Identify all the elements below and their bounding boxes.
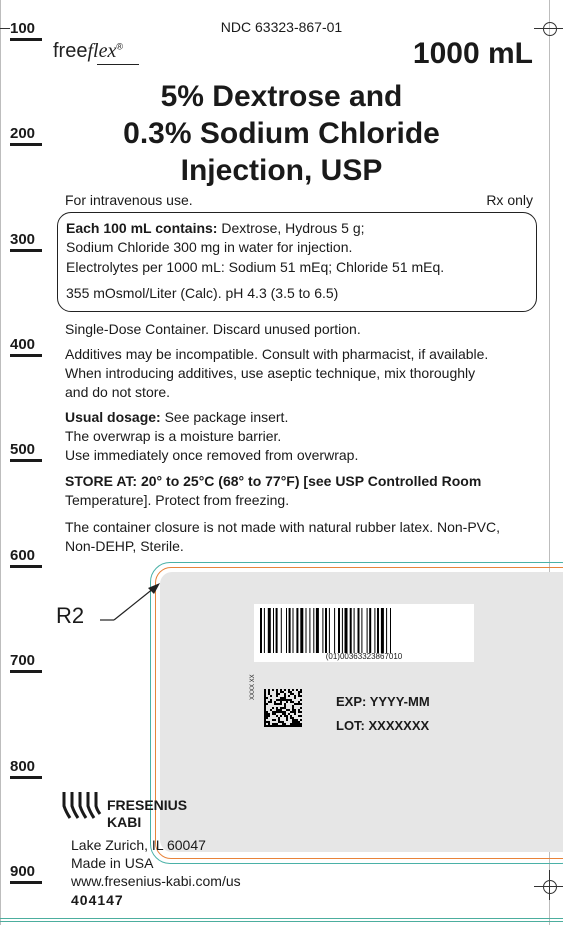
datamatrix-module — [300, 699, 302, 701]
datamatrix-module — [294, 709, 296, 711]
datamatrix-module — [290, 723, 292, 725]
ruler-mark-600: 600 — [10, 547, 42, 568]
barcode-bar — [367, 608, 368, 653]
datamatrix-module — [300, 723, 302, 725]
datamatrix-module — [270, 699, 272, 701]
datamatrix-module — [292, 707, 294, 709]
datamatrix-module — [280, 701, 282, 703]
datamatrix-module — [278, 703, 280, 705]
barcode-bar — [377, 608, 379, 653]
datamatrix-module — [274, 703, 276, 705]
datamatrix-module — [292, 705, 294, 707]
datamatrix-module — [298, 703, 300, 705]
datamatrix-module — [284, 693, 286, 695]
datamatrix-module — [286, 701, 288, 703]
datamatrix-module — [264, 691, 266, 693]
barcode-bar — [338, 608, 340, 653]
product-title — [0, 78, 563, 189]
datamatrix-module — [296, 723, 298, 725]
datamatrix-module — [278, 725, 280, 727]
datamatrix-module — [276, 695, 278, 697]
barcode-bar — [276, 608, 278, 653]
ruler-mark-700: 700 — [10, 652, 42, 673]
datamatrix-module — [288, 695, 290, 697]
datamatrix-module — [272, 723, 274, 725]
datamatrix-module — [276, 691, 278, 693]
closure-statement: The container closure is not made with natural rubber latex. Non-PVC, Non-DEHP, Sterile. — [65, 519, 500, 554]
barcode-bar — [322, 608, 323, 653]
datamatrix-module — [274, 723, 276, 725]
additives-warning: Additives may be incompatible. Consult with pharmacist, if available. When introducing additives, use aseptic technique, mix thoroughly and do not store. — [65, 346, 489, 400]
datamatrix-module — [282, 697, 284, 699]
barcode-bar — [316, 608, 319, 653]
ruler-mark-100: 100 — [10, 20, 42, 41]
datamatrix-module — [268, 725, 270, 727]
ruler-mark-200: 200 — [10, 125, 42, 146]
datamatrix-module — [264, 697, 266, 699]
barcode-bar — [268, 608, 271, 653]
datamatrix-module — [284, 699, 286, 701]
barcode-bar — [342, 608, 343, 653]
datamatrix-module — [282, 691, 284, 693]
datamatrix-module — [298, 693, 300, 695]
manufacturer-address: Lake Zurich, IL 60047 Made in USA www.fresenius-kabi.com/us — [71, 837, 241, 889]
datamatrix-module — [270, 701, 272, 703]
datamatrix-module — [300, 711, 302, 713]
datamatrix-module — [280, 691, 282, 693]
datamatrix-module — [300, 707, 302, 709]
ruler-mark-800: 800 — [10, 758, 42, 779]
single-dose-notice: Single-Dose Container. Discard unused portion. — [65, 321, 361, 337]
barcode-bar — [289, 608, 291, 653]
datamatrix-module — [288, 725, 290, 727]
datamatrix-label: XXXX XX — [250, 674, 256, 700]
datamatrix-module — [284, 725, 286, 727]
datamatrix-module — [294, 695, 296, 697]
barcode-bar — [281, 608, 282, 653]
datamatrix-module — [264, 707, 266, 709]
datamatrix-module — [292, 693, 294, 695]
datamatrix-module — [270, 695, 272, 697]
barcode-bar — [334, 608, 335, 653]
datamatrix-module — [294, 725, 296, 727]
ndc-number: NDC 63323-867-01 — [220, 19, 343, 35]
barcode-bar — [273, 608, 274, 653]
barcode-bar — [350, 608, 352, 653]
barcode-bar — [361, 608, 362, 653]
barcode-bar — [386, 608, 387, 653]
label-border-bottom-inner — [0, 921, 563, 922]
datamatrix-module — [276, 699, 278, 701]
datamatrix-module — [300, 703, 302, 705]
datamatrix-module — [268, 713, 270, 715]
datamatrix-module — [300, 689, 302, 691]
datamatrix-module — [264, 725, 266, 727]
datamatrix-module — [284, 695, 286, 697]
barcode-bar — [325, 608, 327, 653]
datamatrix-module — [286, 717, 288, 719]
datamatrix-module — [264, 713, 266, 715]
datamatrix-module — [264, 719, 266, 721]
datamatrix-module — [268, 723, 270, 725]
datamatrix-module — [286, 699, 288, 701]
datamatrix-module — [264, 723, 266, 725]
datamatrix-module — [292, 709, 294, 711]
datamatrix-module — [286, 725, 288, 727]
datamatrix-module — [294, 721, 296, 723]
datamatrix-module — [282, 721, 284, 723]
lot-number: LOT: XXXXXXX — [336, 718, 430, 733]
datamatrix-module — [288, 713, 290, 715]
datamatrix-module — [298, 715, 300, 717]
datamatrix-module — [268, 693, 270, 695]
gs1-barcode — [254, 604, 474, 662]
barcode-bar — [300, 608, 303, 653]
datamatrix-module — [270, 709, 272, 711]
datamatrix-module — [298, 725, 300, 727]
datamatrix-module — [290, 693, 292, 695]
datamatrix-module — [300, 715, 302, 717]
composition-line-1: Each 100 mL contains: Dextrose, Hydrous 5 g; — [66, 220, 365, 236]
datamatrix-module — [270, 725, 272, 727]
datamatrix-module — [264, 703, 266, 705]
route-of-administration: For intravenous use. — [65, 192, 193, 208]
datamatrix-module — [290, 725, 292, 727]
datamatrix-module — [298, 711, 300, 713]
r2-label: R2 — [56, 603, 85, 628]
datamatrix-module — [272, 719, 274, 721]
datamatrix-module — [266, 703, 268, 705]
datamatrix-module — [292, 725, 294, 727]
datamatrix-module — [298, 709, 300, 711]
datamatrix-module — [292, 723, 294, 725]
datamatrix-module — [276, 709, 278, 711]
datamatrix-module — [276, 725, 278, 727]
datamatrix-module — [294, 697, 296, 699]
datamatrix-module — [266, 715, 268, 717]
datamatrix-module — [292, 689, 294, 691]
datamatrix-module — [298, 721, 300, 723]
barcode-bar — [296, 608, 298, 653]
datamatrix-module — [292, 719, 294, 721]
datamatrix-module — [286, 715, 288, 717]
datamatrix-module — [300, 691, 302, 693]
datamatrix-module — [298, 695, 300, 697]
volume: 1000 mL — [412, 37, 533, 70]
barcode-bars — [260, 608, 468, 653]
barcode-bar — [309, 608, 310, 653]
datamatrix-module — [268, 691, 270, 693]
datamatrix-module — [284, 723, 286, 725]
datamatrix-module — [264, 711, 266, 713]
datamatrix-module — [266, 717, 268, 719]
datamatrix-module — [268, 689, 270, 691]
datamatrix-module — [272, 689, 274, 691]
fresenius-kabi-logo — [62, 790, 102, 820]
ruler-mark-400: 400 — [10, 336, 42, 357]
datamatrix-module — [264, 717, 266, 719]
datamatrix-module — [284, 697, 286, 699]
datamatrix-module — [276, 689, 278, 691]
datamatrix-module — [300, 725, 302, 727]
datamatrix-module — [274, 713, 276, 715]
datamatrix-module — [280, 709, 282, 711]
datamatrix-module — [282, 725, 284, 727]
freeflex-logo-underline — [97, 64, 139, 65]
datamatrix-module — [272, 713, 274, 715]
datamatrix-module — [276, 703, 278, 705]
datamatrix-module — [290, 711, 292, 713]
datamatrix-module — [278, 693, 280, 695]
datamatrix-module — [298, 691, 300, 693]
storage-instructions: STORE AT: 20° to 25°C (68° to 77°F) [see USP Controlled Room Temperature]. Protect from freezing. — [65, 473, 482, 508]
datamatrix-module — [290, 701, 292, 703]
datamatrix-module — [294, 703, 296, 705]
barcode-bar — [329, 608, 330, 653]
datamatrix-module — [296, 689, 298, 691]
datamatrix-module — [272, 711, 274, 713]
datamatrix-module — [278, 721, 280, 723]
composition-line-3: Electrolytes per 1000 mL: Sodium 51 mEq; Chloride 51 mEq. — [66, 259, 445, 275]
datamatrix-module — [296, 725, 298, 727]
datamatrix-module — [280, 711, 282, 713]
label-code: 404147 — [71, 892, 124, 908]
datamatrix-module — [276, 723, 278, 725]
datamatrix-module — [278, 711, 280, 713]
manufacturer-name: FRESENIUS KABI — [107, 797, 188, 830]
datamatrix-module — [280, 721, 282, 723]
datamatrix-module — [298, 701, 300, 703]
barcode-bar — [306, 608, 307, 653]
datamatrix-module — [278, 717, 280, 719]
datamatrix-module — [294, 719, 296, 721]
datamatrix-module — [280, 707, 282, 709]
datamatrix-module — [284, 705, 286, 707]
rx-only: Rx only — [486, 192, 533, 208]
datamatrix-module — [264, 699, 266, 701]
datamatrix-module — [290, 715, 292, 717]
datamatrix-module — [278, 719, 280, 721]
datamatrix-module — [280, 699, 282, 701]
datamatrix-module — [266, 721, 268, 723]
datamatrix-module — [266, 725, 268, 727]
title-line-3: Injection, USP — [180, 154, 383, 187]
datamatrix-module — [264, 693, 266, 695]
registration-mark-bottom — [543, 880, 557, 894]
datamatrix-module — [272, 725, 274, 727]
barcode-bar — [260, 608, 262, 653]
datamatrix-module — [292, 717, 294, 719]
datamatrix-code — [264, 689, 302, 727]
datamatrix-module — [300, 719, 302, 721]
datamatrix-module — [294, 711, 296, 713]
datamatrix-module — [290, 717, 292, 719]
datamatrix-module — [280, 725, 282, 727]
datamatrix-module — [292, 711, 294, 713]
r2-pointer-arrow — [96, 578, 166, 628]
datamatrix-module — [280, 703, 282, 705]
ruler-mark-500: 500 — [10, 441, 42, 462]
datamatrix-module — [272, 707, 274, 709]
datamatrix-module — [296, 703, 298, 705]
barcode-number: (01)00363323867010 — [325, 652, 403, 661]
barcode-bar — [345, 608, 348, 653]
datamatrix-module — [264, 701, 266, 703]
datamatrix-module — [284, 703, 286, 705]
datamatrix-module — [288, 709, 290, 711]
datamatrix-module — [266, 697, 268, 699]
datamatrix-module — [294, 723, 296, 725]
datamatrix-module — [292, 721, 294, 723]
datamatrix-module — [268, 701, 270, 703]
datamatrix-module — [296, 721, 298, 723]
datamatrix-module — [284, 711, 286, 713]
datamatrix-module — [288, 691, 290, 693]
datamatrix-module — [296, 719, 298, 721]
datamatrix-module — [282, 707, 284, 709]
composition-box — [57, 212, 537, 312]
barcode-bar — [390, 608, 391, 653]
datamatrix-module — [284, 707, 286, 709]
datamatrix-module — [268, 715, 270, 717]
datamatrix-module — [290, 691, 292, 693]
freeflex-logo: freeflex® — [53, 40, 123, 62]
ruler-mark-300: 300 — [10, 231, 42, 252]
datamatrix-module — [264, 709, 266, 711]
datamatrix-module — [274, 711, 276, 713]
datamatrix-module — [292, 701, 294, 703]
datamatrix-module — [276, 715, 278, 717]
datamatrix-module — [284, 689, 286, 691]
datamatrix-module — [288, 689, 290, 691]
barcode-bar — [286, 608, 287, 653]
datamatrix-module — [274, 701, 276, 703]
datamatrix-module — [286, 709, 288, 711]
datamatrix-module — [264, 689, 266, 691]
datamatrix-module — [276, 693, 278, 695]
datamatrix-module — [294, 713, 296, 715]
datamatrix-module — [274, 719, 276, 721]
datamatrix-module — [290, 699, 292, 701]
title-line-1: 5% Dextrose and — [160, 80, 403, 113]
ruler-mark-900: 900 — [10, 863, 42, 884]
datamatrix-module — [264, 721, 266, 723]
datamatrix-module — [278, 699, 280, 701]
datamatrix-module — [300, 695, 302, 697]
datamatrix-module — [282, 711, 284, 713]
barcode-bar — [264, 608, 265, 653]
datamatrix-module — [266, 713, 268, 715]
composition-line-2: Sodium Chloride 300 mg in water for injection. — [66, 239, 353, 255]
barcode-bar — [374, 608, 375, 653]
datamatrix-module — [280, 715, 282, 717]
datamatrix-module — [288, 699, 290, 701]
label-border-bottom — [0, 918, 563, 919]
datamatrix-module — [264, 715, 266, 717]
datamatrix-module — [264, 705, 266, 707]
manufacturer-website: www.fresenius-kabi.com/us — [71, 873, 241, 889]
barcode-bar — [358, 608, 360, 653]
datamatrix-module — [282, 713, 284, 715]
composition-line-4: 355 mOsmol/Liter (Calc). pH 4.3 (3.5 to 6.5) — [66, 285, 339, 301]
barcode-bar — [313, 608, 314, 653]
datamatrix-module — [286, 719, 288, 721]
datamatrix-module — [282, 723, 284, 725]
datamatrix-module — [278, 709, 280, 711]
registration-mark-bottom-v — [549, 870, 550, 900]
datamatrix-module — [280, 689, 282, 691]
datamatrix-module — [284, 713, 286, 715]
datamatrix-module — [266, 711, 268, 713]
barcode-bar — [354, 608, 355, 653]
datamatrix-module — [274, 725, 276, 727]
datamatrix-module — [268, 721, 270, 723]
datamatrix-module — [298, 723, 300, 725]
barcode-bar — [293, 608, 294, 653]
datamatrix-module — [276, 707, 278, 709]
datamatrix-module — [282, 699, 284, 701]
usage-instructions: Usual dosage: See package insert. The overwrap is a moisture barrier. Use immediately once removed from overwrap. — [65, 409, 359, 463]
datamatrix-module — [280, 697, 282, 699]
datamatrix-module — [264, 695, 266, 697]
datamatrix-module — [284, 715, 286, 717]
barcode-bar — [381, 608, 384, 653]
barcode-bar — [369, 608, 371, 653]
title-line-2: 0.3% Sodium Chloride — [123, 117, 440, 150]
expiration-date: EXP: YYYY-MM — [336, 694, 430, 709]
datamatrix-module — [276, 711, 278, 713]
